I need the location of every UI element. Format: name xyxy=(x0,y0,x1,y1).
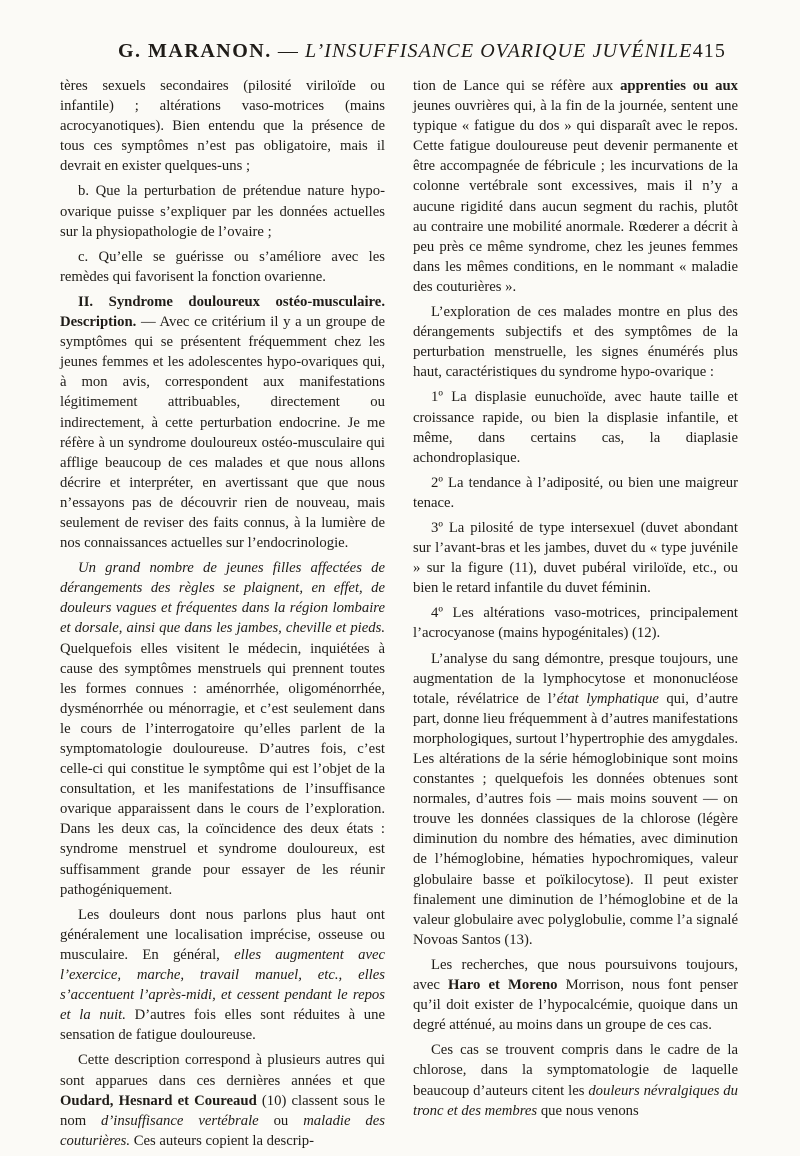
paragraph xyxy=(413,1040,738,1120)
section-heading-paragraph xyxy=(60,292,385,553)
paragraph xyxy=(413,649,738,950)
paragraph xyxy=(413,302,738,382)
right-column xyxy=(413,76,738,1126)
text-run: tères sexuels secondaires (pilosité viriloïde ou infantile) ; altérations vaso-motrices (mains acrocyanotiques). Bien entendu que la présence de tous ces symptômes n’est pas obligatoire, mais il devrait en exister quelques-uns ; xyxy=(60,78,385,175)
text-run: que nous venons xyxy=(537,1102,639,1119)
list-item xyxy=(413,387,738,467)
text-run: D’autres fois elles sont réduites à une sensation de fatigue douloureuse. xyxy=(60,1007,386,1044)
bold-run: Oudard, Hesnard et Coureaud xyxy=(60,1092,257,1109)
paragraph xyxy=(60,905,385,1046)
paragraph xyxy=(413,955,738,1035)
text-run: jeunes ouvrières qui, à la fin de la journée, sentent une typique « fatigue du dos » qui disparaît avec le repos. Cette fatigue douloureuse peut devenir permanente et être accompagnée de fébricule ; les incurvations de la colonne vertébrale sont excessives, mais il n’y a aucune rigidité dans aucun segment du rachis, plutôt au contraire une mobilité anormale. Rœderer a décrit à peu près ce même syndrome, chez les jeunes femmes dans les mêmes conditions, en le nommant « maladie des couturières ». xyxy=(413,98,738,295)
paragraph xyxy=(60,181,385,241)
paragraph xyxy=(60,1050,385,1150)
italic-run: Un grand nombre de jeunes filles affectées de dérangements des règles se plaignent, en effet, de douleurs vagues et fréquentes dans la région lombaire et dorsale, ainsi que dans les jambes, cheville et pieds. xyxy=(60,560,385,637)
header-title: L’INSUFFISANCE OVARIQUE JUVÉNILE xyxy=(305,40,693,62)
list-item xyxy=(413,518,738,598)
paragraph xyxy=(60,76,385,176)
text-run: Ces cas se trouvent compris dans le cadre de la chlorose, dans la symptomatologie de laquelle beaucoup d’auteurs citent les xyxy=(413,1042,738,1099)
text-run: b. Que la perturbation de prétendue nature hypo-ovarique puisse s’expliquer par les données actuelles sur la physiopathologie de l’ovaire ; xyxy=(60,183,385,240)
italic-run: elles augmentent avec l’exercice, marche, travail manuel, etc., elles s’accentuent l’après-midi, et cessent pendant le repos et la nuit. xyxy=(60,946,385,1024)
text-run: 4º Les altérations vaso-motrices, principalement l’acrocyanose (mains hypogénitales) (12). xyxy=(413,605,738,642)
italic-run: maladie des couturières. xyxy=(60,1112,385,1149)
paragraph xyxy=(413,76,738,297)
text-run: Morrison, nous font penser qu’il doit exister de l’hypocalcémie, quoique dans un degré atténué, au moins dans un groupe de ces cas. xyxy=(413,977,738,1034)
italic-run: état lymphatique xyxy=(556,690,659,707)
text-run: L’exploration de ces malades montre en plus des dérangements subjectifs et des symptômes de la perturbation menstruelle, les signes énumérés plus haut, caractéristiques du syndrome hypo-ovarique : xyxy=(413,304,738,381)
text-run: Les recherches, que nous poursuivons toujours, avec xyxy=(413,956,738,994)
text-run: L’analyse du sang démontre, presque toujours, une augmentation de la lymphocytose et mononucléose totale, révélatrice de l’ xyxy=(413,650,738,707)
text-run: c. Qu’elle se guérisse ou s’améliore avec les remèdes qui favorisent la fonction ovarienne. xyxy=(60,248,385,285)
section-heading: II. Syndrome douloureux ostéo-musculaire. Description. xyxy=(60,293,385,331)
left-column xyxy=(60,76,385,1156)
text-run: qui, d’autre part, donne lieu fréquemment à d’autres manifestations morphologiques, surtout l’hypertrophie des amygdales. Les altérations de la série hémoglobinique sont moins constantes ; quelquefois les données obtenues sont normales, d’autres fois — mais moins souvent — on trouve les données classiques de la chlorose (légère diminution du nombre des hématies, avec diminution de l’hémoglobine, hématies hypochromiques, valeur globulaire basse et poïkilocytose). Il peut exister finalement une diminution de l’hémoglobine et de la valeur globulaire avec polyglobulie, comme l’a signalé Novoas Santos (13). xyxy=(413,690,738,948)
italic-run: douleurs névralgiques du tronc et des membres xyxy=(413,1082,738,1119)
text-run: (10) classent sous le nom xyxy=(60,1092,385,1129)
running-head xyxy=(118,40,726,70)
list-item xyxy=(413,603,738,643)
bold-run: Haro et Moreno xyxy=(448,977,558,994)
text-run: 2º La tendance à l’adiposité, ou bien une maigreur tenace. xyxy=(413,474,738,511)
text-run: Ces auteurs copient la descrip- xyxy=(130,1132,314,1149)
text-run: Quelquefois elles visitent le médecin, inquiétées à cause des symptômes menstruels qui prennent toutes les formes connues : aménorrhée, oligoménorrhée, dysménorrhée ou ménorragie, et c’est seulement dans le cours de l’interrogatoire qu’elles parlent de la symptomatologie douloureuse. D’autres fois, c’est celle-ci qui constitue le symptôme qui est l’objet de la consultation, et les manifestations de l’insuffisance ovarique apparaissent dans le cours de l’exploration. Dans les deux cas, la coïncidence des deux états : syndrome menstruel et syndrome douloureux, est suffisamment grande pour essayer de les réunir pathogéniquement. xyxy=(60,640,385,898)
bold-run: apprenties ou aux xyxy=(620,78,739,94)
italic-run: d’insuffisance vertébrale xyxy=(101,1112,259,1129)
list-item xyxy=(413,473,738,513)
header-dash: — xyxy=(277,40,299,62)
text-run: Cette description correspond à plusieurs autres qui sont apparues dans ces dernières années et que xyxy=(60,1052,385,1089)
paragraph xyxy=(60,558,385,900)
paragraph xyxy=(60,247,385,287)
text-run: 1º La displasie eunuchoïde, avec haute taille et croissance rapide, ou bien la displasie infantile, et même, dans certains cas, la diaplasie achondroplasique. xyxy=(413,389,738,466)
text-run: tion de Lance qui se réfère aux xyxy=(413,78,621,94)
text-run: — Avec ce critérium il y a un groupe de symptômes qui se présentent fréquemment chez les jeunes femmes et les adolescentes hypo-ovariques qui, à mon avis, correspondent aux manifestations légitimement attribuables, directement ou indirectement, à cette perturbation endocrine. Je me réfère à un syndrome douloureux ostéo-musculaire qui afflige beaucoup de ces malades et que nous allons décrire et interpréter, en avertissant que que nous n’essayons pas de découvrir rien de nouveau, mais seulement de reviser des faits connus, à la lumière de nos connaissances actuelles sur l’endocrinologie. xyxy=(60,314,385,552)
text-run: 3º La pilosité de type intersexuel (duvet abondant sur l’avant-bras et les jambes, duvet du « type juvénile » sur la figure (11), duvet pubéral viriloïde, etc., ou bien le retard infantile du duvet féminin. xyxy=(413,519,738,597)
text-run: Les douleurs dont nous parlons plus haut ont généralement une localisation imprécise, osseuse ou musculaire. En général, xyxy=(60,906,385,963)
text-run: ou xyxy=(258,1112,304,1129)
page-number: 415 xyxy=(692,40,726,62)
header-author: G. MARANON. xyxy=(118,40,272,62)
